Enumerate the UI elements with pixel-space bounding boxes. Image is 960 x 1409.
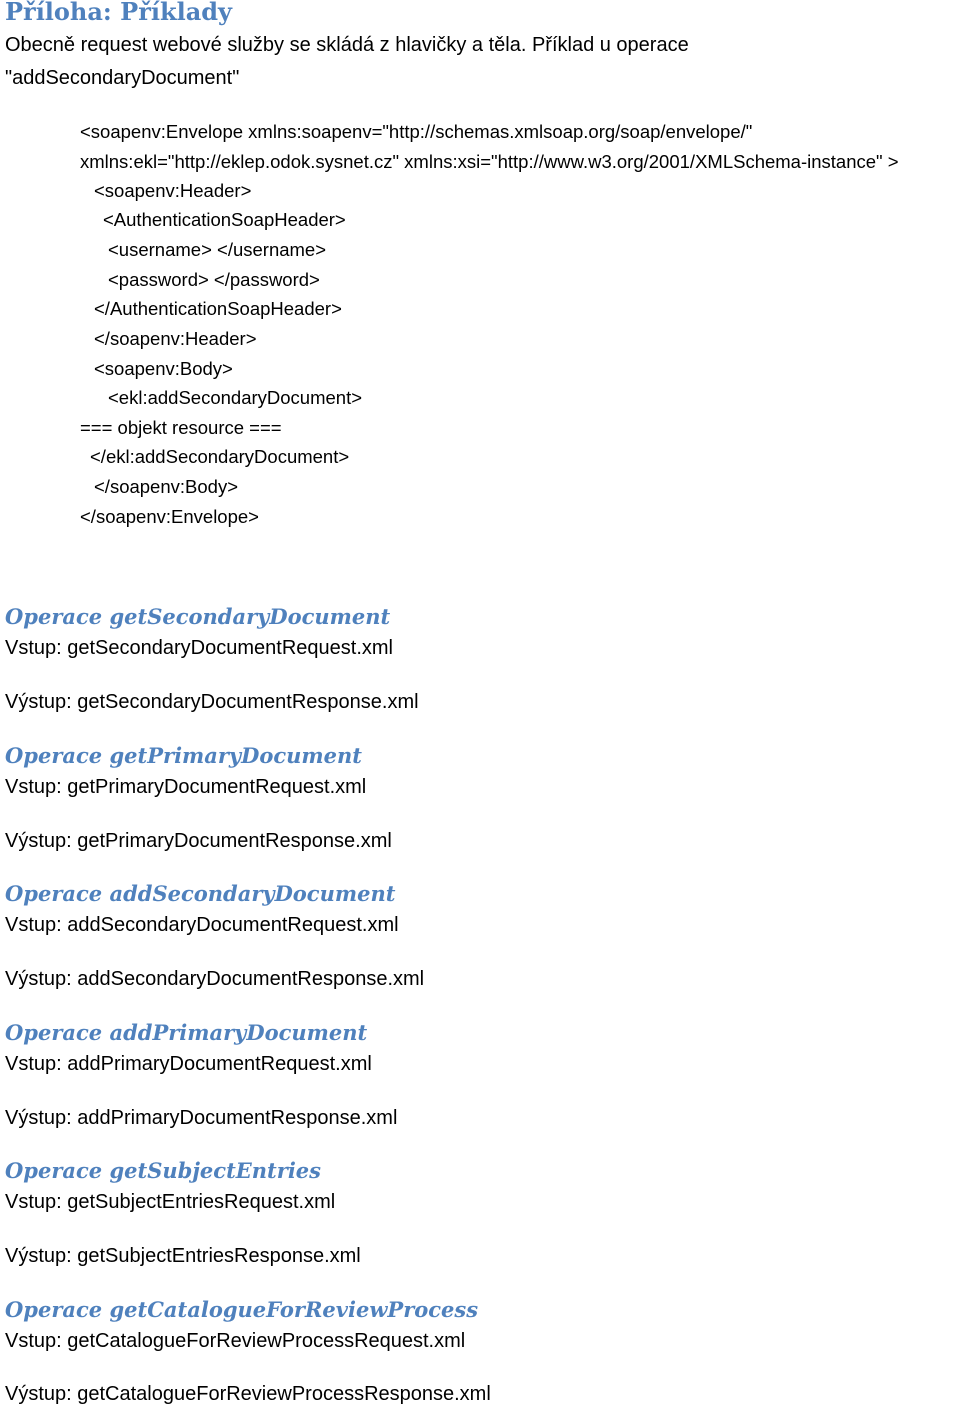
operation-heading: Operace addSecondaryDocument <box>5 881 396 906</box>
operation-heading: Operace getPrimaryDocument <box>5 743 362 768</box>
operation-input: Vstup: addSecondaryDocumentRequest.xml <box>5 914 399 936</box>
operation-output: Výstup: addPrimaryDocumentResponse.xml <box>5 1107 398 1129</box>
xml-envelope-close: </soapenv:Envelope> <box>80 506 259 527</box>
xml-auth-header-close: </AuthenticationSoapHeader> <box>94 298 342 319</box>
xml-envelope-namespaces: xmlns:ekl="http://eklep.odok.sysnet.cz" xmlns:xsi="http://www.w3. <box>80 151 617 172</box>
operation-input: Vstup: addPrimaryDocumentRequest.xml <box>5 1053 372 1075</box>
xml-envelope-open-line-1: <soapenv:Envelope xmlns:soapenv="http://schemas.xmlsoap.org/soap/envelope/" <box>80 121 753 142</box>
operation-heading: Operace getCatalogueForReviewProcess <box>5 1297 479 1322</box>
intro-text-line-2: "addSecondaryDocument" <box>5 67 240 89</box>
page-title: Příloha: Příklady <box>5 0 232 26</box>
xml-resource-placeholder: === objekt resource === <box>80 417 282 438</box>
xml-password: <password> </password> <box>108 269 320 290</box>
intro-text-line-1: Obecně request webové služby se skládá z hlavičky a těla. Příklad u operace <box>5 34 689 56</box>
xml-header-open: <soapenv:Header> <box>94 180 252 201</box>
operation-heading: Operace getSecondaryDocument <box>5 604 391 629</box>
operation-heading: Operace getSubjectEntries <box>5 1158 321 1183</box>
xml-operation-open: <ekl:addSecondaryDocument> <box>108 387 363 408</box>
operation-input: Vstup: getSecondaryDocumentRequest.xml <box>5 637 393 659</box>
xml-body-close: </soapenv:Body> <box>94 476 238 497</box>
operation-output: Výstup: getCatalogueForReviewProcessResponse.xml <box>5 1383 491 1405</box>
xml-envelope-open-line-2 <box>80 151 899 173</box>
operation-output: Výstup: getPrimaryDocumentResponse.xml <box>5 830 392 852</box>
operation-input: Vstup: getSubjectEntriesRequest.xml <box>5 1191 336 1213</box>
xml-envelope-schema: org/2001/XMLSchema-instance" > <box>616 151 899 172</box>
xml-username: <username> </username> <box>108 239 327 260</box>
xml-operation-close: </ekl:addSecondaryDocument> <box>90 446 350 467</box>
xml-auth-header-open: <AuthenticationSoapHeader> <box>103 209 346 230</box>
operation-output: Výstup: getSubjectEntriesResponse.xml <box>5 1245 361 1267</box>
operation-input: Vstup: getCatalogueForReviewProcessRequest.xml <box>5 1330 466 1352</box>
operation-input: Vstup: getPrimaryDocumentRequest.xml <box>5 776 367 798</box>
xml-body-open: <soapenv:Body> <box>94 358 233 379</box>
operation-output: Výstup: addSecondaryDocumentResponse.xml <box>5 968 425 990</box>
operation-output: Výstup: getSecondaryDocumentResponse.xml <box>5 691 419 713</box>
xml-header-close: </soapenv:Header> <box>94 328 257 349</box>
operation-heading: Operace addPrimaryDocument <box>5 1020 368 1045</box>
